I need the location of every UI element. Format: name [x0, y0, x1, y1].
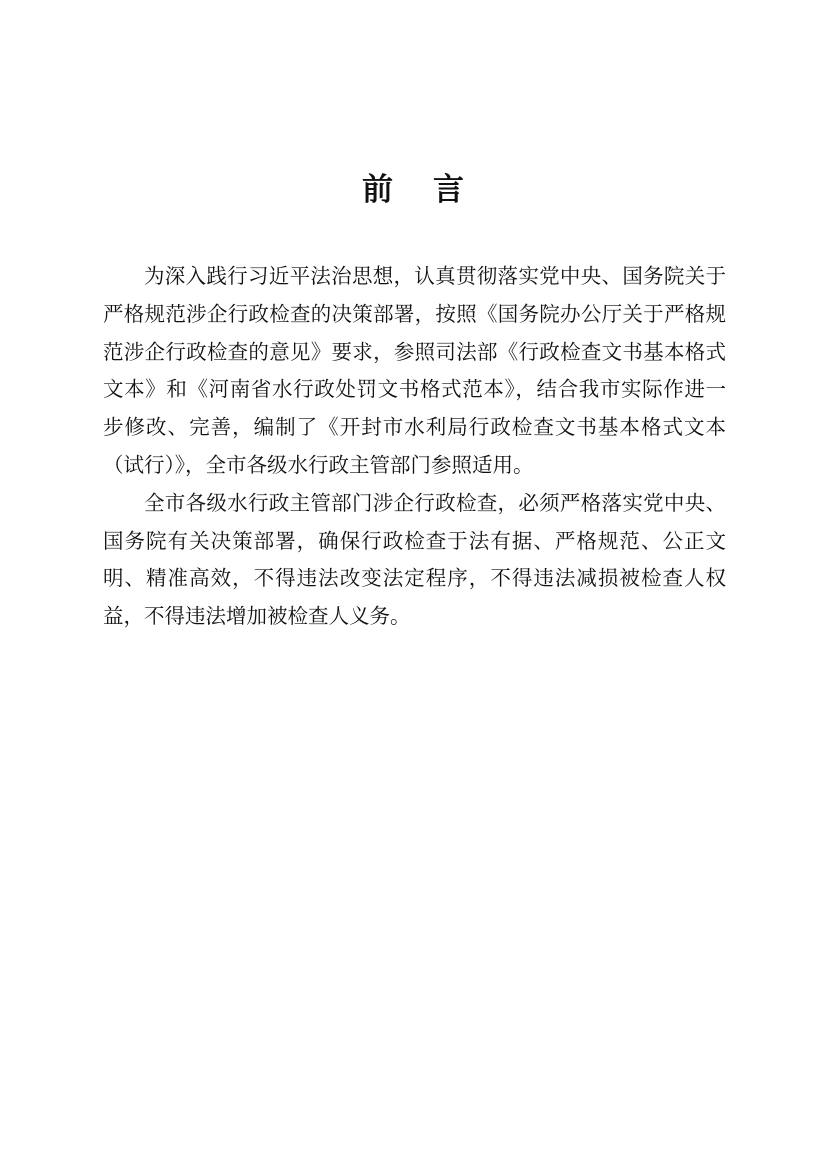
title-char-1: 前: [362, 172, 393, 208]
paragraph-1: 为深入践行习近平法治思想，认真贯彻落实党中央、国务院关于严格规范涉企行政检查的决策部署，按照《国务院办公厅关于严格规范涉企行政检查的意见》要求，参照司法部《行政检查文书基本格式文本》和《河南省水行政处罚文书格式范本》，结合我市实际作进一步修改、完善，编制了《开封市水利局行政检查文书基本格式文本（试行）》，全市各级水行政主管部门参照适用。: [103, 264, 726, 477]
page-title: [0, 168, 826, 212]
paragraph-2: 全市各级水行政主管部门涉企行政检查，必须严格落实党中央、国务院有关决策部署，确保行政检查于法有据、严格规范、公正文明、精准高效，不得违法改变法定程序，不得违法减损被检查人权益，不得违法增加被检查人义务。: [103, 490, 726, 629]
title-char-2: 言: [433, 172, 464, 208]
document-body: [103, 258, 726, 636]
